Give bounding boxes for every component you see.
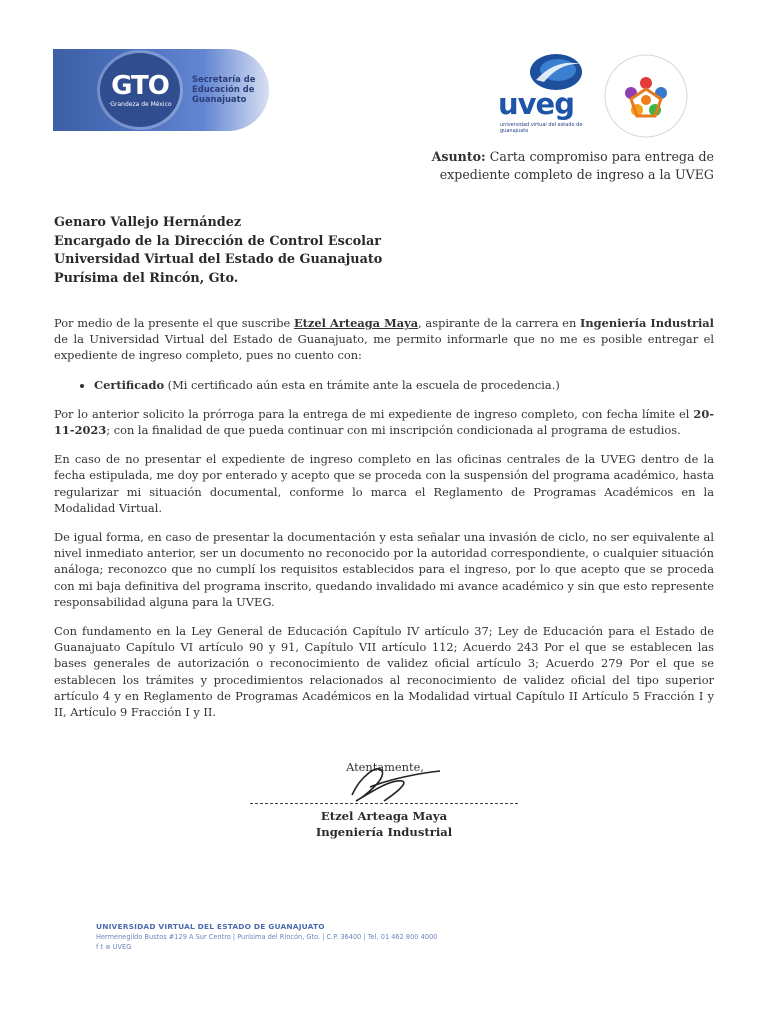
signer-name: Etzel Arteaga Maya [320, 809, 448, 823]
subject-text: Carta compromiso para entrega de expediente completo de ingreso a la UVEG [439, 149, 714, 182]
paragraph-intro [54, 315, 714, 364]
handwritten-signature [330, 757, 445, 807]
recipient-institution: Universidad Virtual del Estado de Guanajuato [54, 252, 383, 267]
equality-seal-icon [603, 53, 689, 139]
list-item [94, 377, 714, 393]
footer-title: UNIVERSIDAD VIRTUAL DEL ESTADO DE GUANAJUATO [96, 922, 325, 931]
letter-body [54, 315, 714, 733]
footer [96, 922, 656, 952]
footer-social: f t ⊚ UVEG [96, 943, 132, 951]
deadline-date: 20-11-2023 [54, 406, 714, 438]
signer-block [250, 808, 518, 840]
recipient-name: Genaro Vallejo Hernández [54, 215, 242, 230]
paragraph-legal-basis: Con fundamento en la Ley General de Educación Capítulo IV artículo 37; Ley de Educación para el Estado de Guanajuato Capítulo VI artículo 90 y 91, Capítulo VII artículo 112; Acuerdo 243 Por el que se establecen las bases generales de autorización o reconocimiento de validez oficial artículo 3; Acuerdo 279 Por el que se establecen los trámites y procedimientos relacionados al reconocimiento de validez oficial del tipo superior artículo 4 y en Reglamento de Programas Académicos en la Modalidad virtual Capítulo II Artículo 5 Fracción I y II, Artículo 9 Fracción I y II. [54, 624, 714, 720]
recipient-block [54, 214, 574, 288]
signer-career: Ingeniería Industrial [315, 825, 453, 839]
missing-documents-list [54, 377, 714, 393]
recipient-position: Encargado de la Dirección de Control Escolar [54, 233, 382, 249]
paragraph-cycle-invasion: De igual forma, en caso de presentar la documentación y esta señalar una invasión de ciclo, no ser equivalente al nivel inmediato anterior, ser un documento no reconocido por la autoridad correspondiente, o cualquier situación análoga; reconozco que no cumplí los requisitos establecidos para el ingreso, por lo que acepto que se proceda con mi baja definitiva del programa inscrito, quedando invalidado mi avance académico y sin que esto represente responsabilidad alguna para la UVEG. [54, 530, 714, 609]
signature-line [250, 803, 518, 804]
document-label: Certificado [94, 377, 165, 392]
closing-text: Atentamente, [346, 760, 424, 774]
document-note: (Mi certificado aún esta en trámite ante la escuela de procedencia.) [164, 377, 560, 392]
subject-label: Asunto: [431, 149, 486, 164]
subject-line [394, 148, 714, 184]
gto-logo-text: GTO [111, 70, 169, 101]
applicant-name: Etzel Arteaga Maya [293, 316, 419, 330]
extension-text-2: ; con la finalidad de que pueda continuar con mi inscripción condicionada al programa de estudios. [106, 423, 681, 438]
career-name: Ingeniería Industrial [580, 316, 715, 330]
extension-text: Por lo anterior solicito la prórroga para la entrega de mi expediente de ingreso completo, con fecha límite el [54, 406, 694, 421]
intro-text: Por medio de la presente el que suscribe [54, 316, 294, 330]
intro-text-3: de la Universidad Virtual del Estado de Guanajuato, me permito informarle que no me es posible entregar el expediente de ingreso completo, pues no cuento con: [54, 332, 714, 363]
uveg-logo-subtitle: universidad virtual del estado de guanajuato [500, 122, 583, 134]
gto-logo-tagline: ·Grandeza de México [108, 100, 172, 108]
paragraph-extension [54, 406, 714, 438]
paragraph-consequence: En caso de no presentar el expediente de ingreso completo en las oficinas centrales de la UVEG dentro de la fecha estipulada, me doy por enterado y acepto que se proceda con la suspensión del programa académico, hasta regularizar mi situación documental, conforme lo marca el Reglamento de Programas Académicos en la Modalidad Virtual. [54, 452, 714, 515]
footer-address: Hermenegildo Bustos #129 A Sur Centro | Purísima del Rincón, Gto. | C.P. 36400 | Tel. 01 462 800 4000 [96, 933, 438, 941]
gto-logo [100, 53, 180, 127]
uveg-logo-text: uveg [498, 87, 574, 121]
intro-text-2: , aspirante de la carrera en [418, 316, 580, 330]
recipient-location: Purísima del Rincón, Gto. [54, 270, 239, 286]
department-name: Secretaría de Educación de Guanajuato [192, 74, 256, 104]
